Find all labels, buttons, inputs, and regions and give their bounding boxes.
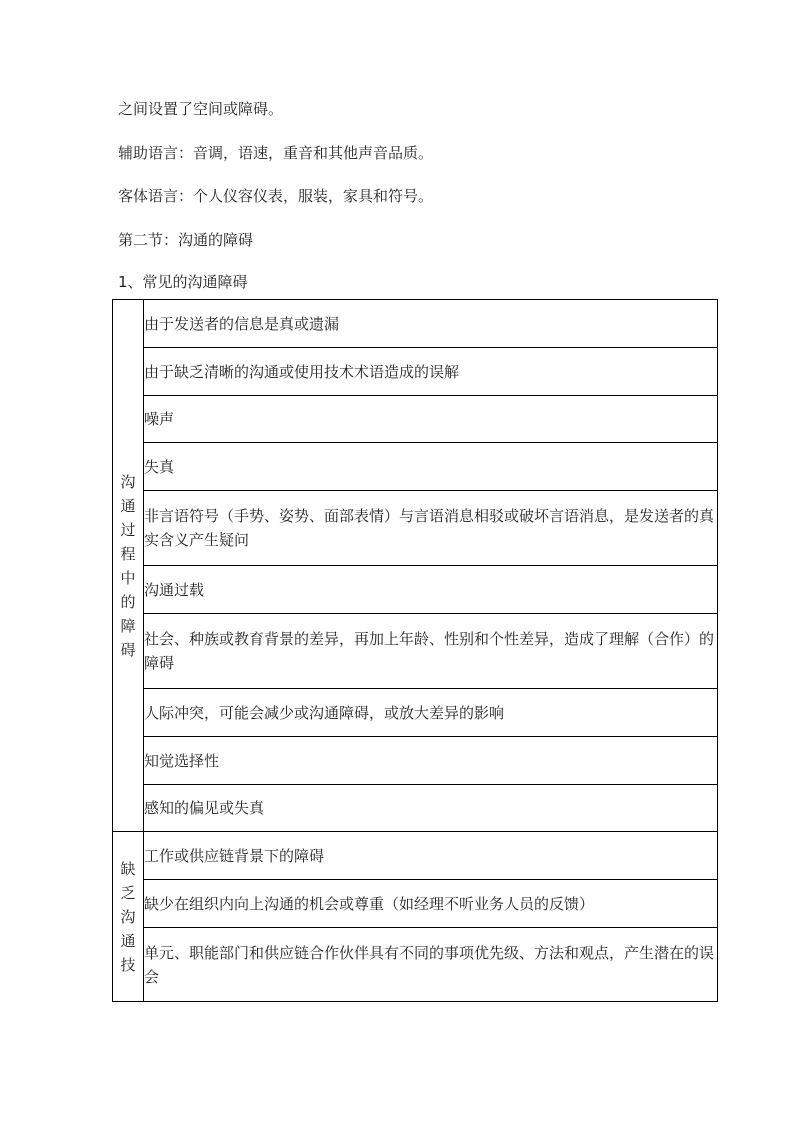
table-row: 噪声: [144, 396, 718, 443]
paragraph-space-barrier: 之间设置了空间或障碍。: [118, 100, 284, 118]
category-label: 沟 通 过 程 中 的 障 碍: [120, 472, 136, 659]
category-cell-process: [113, 300, 144, 832]
table-row: 工作或供应链背景下的障碍: [144, 832, 718, 880]
category-cell-skills: [113, 832, 144, 1002]
table-row: 知觉选择性: [144, 737, 718, 785]
paragraph-paralanguage: 辅助语言：音调，语速，重音和其他声音品质。: [118, 144, 434, 162]
barriers-table: [112, 299, 718, 1002]
table-row: 非言语符号（手势、姿势、面部表情）与言语消息相驳或破坏言语消息，是发送者的真实含义产生疑问: [144, 491, 718, 566]
table-row: 感知的偏见或失真: [144, 785, 718, 832]
table-row: 单元、职能部门和供应链合作伙伴具有不同的事项优先级、方法和观点，产生潜在的误会: [144, 928, 718, 1002]
table-row: 失真: [144, 443, 718, 491]
table-row: 社会、种族或教育背景的差异，再加上年龄、性别和个性差异，造成了理解（合作）的障碍: [144, 614, 718, 689]
table-row: 缺少在组织内向上沟通的机会或尊重（如经理不听业务人员的反馈）: [144, 880, 718, 928]
table-row: 由于缺乏清晰的沟通或使用技术术语造成的误解: [144, 348, 718, 396]
category-label: 缺 乏 沟 通 技: [120, 859, 136, 974]
subsection-heading: 1、常见的沟通障碍: [118, 273, 248, 291]
section-heading: 第二节：沟通的障碍: [118, 231, 254, 249]
paragraph-object-language: 客体语言：个人仪容仪表，服装，家具和符号。: [118, 187, 434, 205]
table-row: 由于发送者的信息是真或遗漏: [144, 300, 718, 348]
table-row: 沟通过载: [144, 566, 718, 614]
table-row: 人际冲突，可能会减少或沟通障碍，或放大差异的影响: [144, 689, 718, 737]
